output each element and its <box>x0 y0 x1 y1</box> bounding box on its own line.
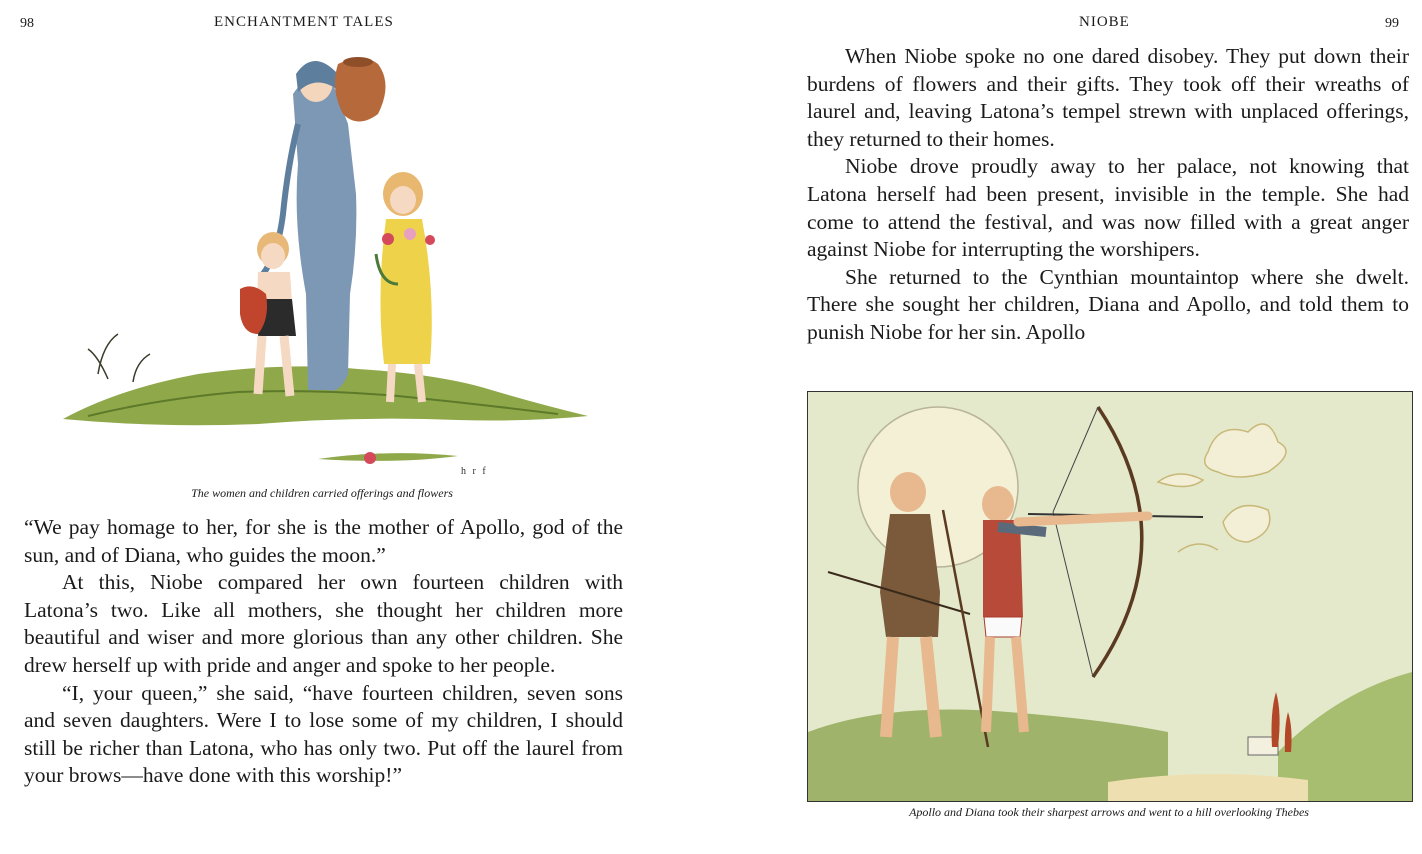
right-page <box>711 0 1422 854</box>
running-head: ENCHANTMENT TALES <box>214 14 394 30</box>
running-head: NIOBE <box>1079 14 1130 30</box>
paragraph: “I, your queen,” she said, “have fourteen children, seven sons and seven daughters. Were I to lose some of my children, I should still be richer than Latona, who has only two. Put off the laurel from your brows—have done with this worship!” <box>24 680 623 788</box>
paragraph: When Niobe spoke no one dared disobey. They put down their burdens of flowers and their gifts. They took off their wreaths of laurel and, leaving Latona’s tempel strewn with unplaced offerings, they returned to their homes. <box>807 44 1409 151</box>
body-text <box>24 514 623 790</box>
page-number: 99 <box>1385 16 1399 31</box>
page-number: 98 <box>20 16 34 31</box>
illustration-caption: The women and children carried offerings and flowers <box>191 486 453 500</box>
illustration-caption: Apollo and Diana took their sharpest arrows and went to a hill overlooking Thebes <box>909 805 1309 819</box>
paragraph: Niobe drove proudly away to her palace, not knowing that Latona herself had been present, invisible in the temple. She had come to attend the festival, and was now filled with a great anger against Niobe for interrupting the worshipers. <box>807 154 1409 262</box>
paragraph: She returned to the Cynthian mountaintop where she dwelt. There she sought her children, Diana and Apollo, and told them to punish Niobe for her sin. Apollo <box>807 264 1409 344</box>
paragraph: At this, Niobe compared her own fourteen children with Latona’s two. Like all mothers, she thought her children more beautiful and wiser and more glorious than any other children. She drew herself up with pride and anger and spoke to her people. <box>24 570 623 677</box>
archers-illustration <box>807 391 1413 802</box>
paragraph: “We pay homage to her, for she is the mother of Apollo, god of the sun, and of Diana, who guides the moon.” <box>24 515 623 567</box>
illustrator-signature: h r f <box>461 466 488 477</box>
body-text <box>807 43 1409 347</box>
offerings-illustration <box>58 44 598 474</box>
